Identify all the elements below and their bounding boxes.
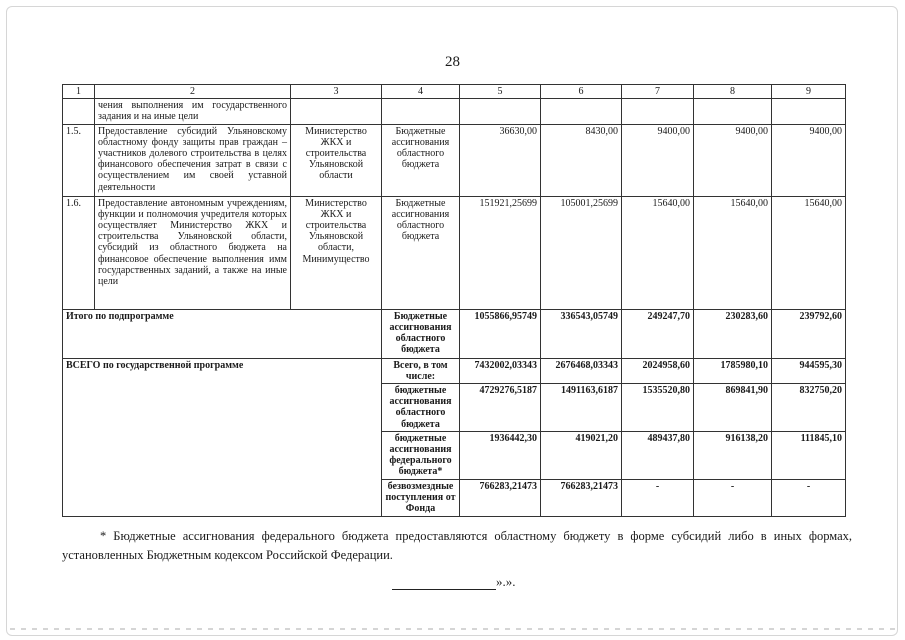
column-number-row bbox=[63, 85, 846, 99]
column-number: 7 bbox=[622, 85, 694, 99]
value-cell: 336543,05749 bbox=[541, 309, 622, 358]
continuation-text: чения выполнения им государственного задания и на иные цели bbox=[95, 99, 291, 124]
total-source: Всего, в том числе: bbox=[382, 358, 460, 383]
value-cell: 36630,00 bbox=[460, 124, 541, 196]
closing-quote: ».». bbox=[496, 574, 516, 589]
value-cell: 9400,00 bbox=[772, 124, 846, 196]
total-row bbox=[63, 358, 846, 383]
value-cell: 419021,20 bbox=[541, 431, 622, 479]
value-cell: 1055866,95749 bbox=[460, 309, 541, 358]
value-cell: - bbox=[772, 479, 846, 516]
value-cell: 249247,70 bbox=[622, 309, 694, 358]
value-cell: 105001,25699 bbox=[541, 196, 622, 309]
value-cell: 869841,90 bbox=[694, 383, 772, 431]
total-source: безвозмездные поступления от Фонда bbox=[382, 479, 460, 516]
row-description: Предоставление автономным учреждениям, функции и полномочия учредителя которых осуществляет Министерство ЖКХ и строительства Ульяновской области, субсидий из областного бюджета на финансовое обеспечение выполнения имм государственных заданий, а также на иные цели bbox=[95, 196, 291, 309]
column-number: 6 bbox=[541, 85, 622, 99]
value-cell: 944595,30 bbox=[772, 358, 846, 383]
table-row bbox=[63, 196, 846, 309]
subtotal-label: Итого по подпрограмме bbox=[63, 309, 382, 358]
footnote: * Бюджетные ассигнования федерального бюджета предоставляются областному бюджету в форме субсидий либо в иных формах, установленных Бюджетным кодексом Российской Федерации. bbox=[62, 529, 852, 563]
row-executor: Министерство ЖКХ и строительства Ульяновской области, Минимущество bbox=[291, 196, 382, 309]
value-cell: 9400,00 bbox=[694, 124, 772, 196]
table-row bbox=[63, 124, 846, 196]
closing-mark bbox=[392, 574, 516, 590]
value-cell: 230283,60 bbox=[694, 309, 772, 358]
value-cell: 1936442,30 bbox=[460, 431, 541, 479]
scan-artifact-strip bbox=[10, 628, 895, 630]
row-source: Бюджетные ассигнования областного бюджета bbox=[382, 196, 460, 309]
row-number: 1.6. bbox=[63, 196, 95, 309]
column-number: 1 bbox=[63, 85, 95, 99]
value-cell: 916138,20 bbox=[694, 431, 772, 479]
row-description: Предоставление субсидий Ульяновскому областному фонду защиты прав граждан – участников долевого строительства в целях финансового обеспечения затрат в связи с осуществлением им своей уставной деятельности bbox=[95, 124, 291, 196]
value-cell: 8430,00 bbox=[541, 124, 622, 196]
row-number: 1.5. bbox=[63, 124, 95, 196]
column-number: 5 bbox=[460, 85, 541, 99]
value-cell: - bbox=[694, 479, 772, 516]
column-number: 3 bbox=[291, 85, 382, 99]
row-executor: Министерство ЖКХ и строительства Ульяновской области bbox=[291, 124, 382, 196]
value-cell: - bbox=[622, 479, 694, 516]
value-cell: 4729276,5187 bbox=[460, 383, 541, 431]
signature-line bbox=[392, 577, 496, 590]
value-cell: 1535520,80 bbox=[622, 383, 694, 431]
row-source: Бюджетные ассигнования областного бюджета bbox=[382, 124, 460, 196]
value-cell: 15640,00 bbox=[622, 196, 694, 309]
total-source: бюджетные ассигнования федерального бюджета* bbox=[382, 431, 460, 479]
page-number: 28 bbox=[445, 54, 460, 70]
value-cell: 832750,20 bbox=[772, 383, 846, 431]
value-cell: 766283,21473 bbox=[541, 479, 622, 516]
subtotal-source: Бюджетные ассигнования областного бюджета bbox=[382, 309, 460, 358]
total-source: бюджетные ассигнования областного бюджета bbox=[382, 383, 460, 431]
continuation-row bbox=[63, 99, 846, 124]
value-cell: 1785980,10 bbox=[694, 358, 772, 383]
total-label: ВСЕГО по государственной программе bbox=[63, 358, 382, 516]
subtotal-row bbox=[63, 309, 846, 358]
value-cell: 239792,60 bbox=[772, 309, 846, 358]
value-cell: 15640,00 bbox=[694, 196, 772, 309]
value-cell: 151921,25699 bbox=[460, 196, 541, 309]
column-number: 4 bbox=[382, 85, 460, 99]
column-number: 8 bbox=[694, 85, 772, 99]
value-cell: 111845,10 bbox=[772, 431, 846, 479]
value-cell: 15640,00 bbox=[772, 196, 846, 309]
value-cell: 1491163,6187 bbox=[541, 383, 622, 431]
column-number: 2 bbox=[95, 85, 291, 99]
column-number: 9 bbox=[772, 85, 846, 99]
value-cell: 7432002,03343 bbox=[460, 358, 541, 383]
value-cell: 9400,00 bbox=[622, 124, 694, 196]
value-cell: 2676468,03343 bbox=[541, 358, 622, 383]
budget-table bbox=[62, 84, 846, 517]
value-cell: 766283,21473 bbox=[460, 479, 541, 516]
value-cell: 2024958,60 bbox=[622, 358, 694, 383]
value-cell: 489437,80 bbox=[622, 431, 694, 479]
